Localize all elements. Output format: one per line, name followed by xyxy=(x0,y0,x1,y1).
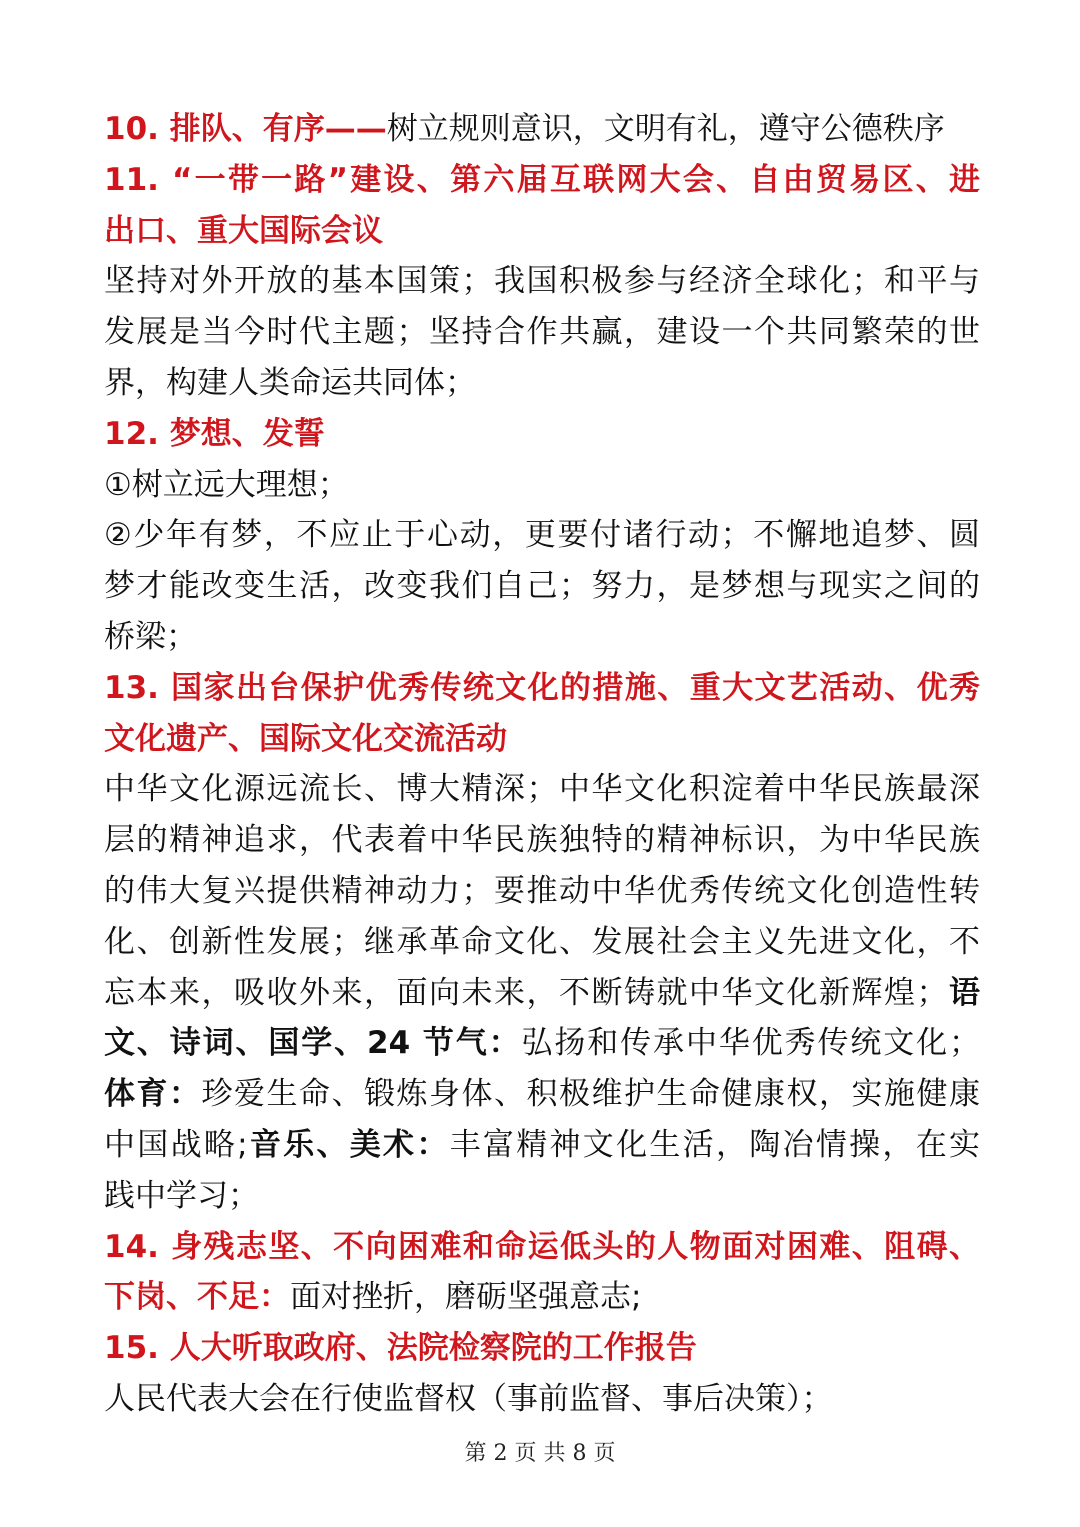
body-12-item1: ①树立远大理想； xyxy=(104,466,349,503)
body-13-line8: 中国战略;音乐、美术：丰富精神文化生活，陶冶情操，在实 xyxy=(104,1126,980,1163)
body-15-line1: 人民代表大会在行使监督权（事前监督、事后决策）； xyxy=(104,1380,833,1417)
body-13-line3: 的伟大复兴提供精神动力；要推动中华优秀传统文化创造性转 xyxy=(104,872,980,909)
body-11-line2: 发展是当今时代主题；坚持合作共赢，建设一个共同繁荣的世 xyxy=(104,314,980,351)
body-11-line1: 坚持对外开放的基本国策；我国积极参与经济全球化；和平与 xyxy=(104,263,980,300)
body-12-item2-line1: ②少年有梦，不应止于心动，更要付诸行动；不懈地追梦、圆 xyxy=(104,517,980,554)
body-13-line5: 忘本来，吸收外来，面向未来，不断铸就中华文化新辉煌；语 xyxy=(104,974,980,1011)
body-11-line3: 界，构建人类命运共同体； xyxy=(104,364,476,401)
document-page xyxy=(104,104,980,1425)
body-13-line7: 体育：珍爱生命、锻炼身体、积极维护生命健康权，实施健康 xyxy=(104,1076,980,1113)
heading-12: 12. 梦想、发誓 xyxy=(104,415,325,452)
body-13-line6: 文、诗词、国学、24 节气：弘扬和传承中华优秀传统文化； xyxy=(104,1025,981,1062)
heading-13-line1: 13. 国家出台保护优秀传统文化的措施、重大文艺活动、优秀 xyxy=(104,669,980,706)
heading-15: 15. 人大听取政府、法院检察院的工作报告 xyxy=(104,1330,697,1367)
body-12-item2-line2: 梦才能改变生活，改变我们自己；努力，是梦想与现实之间的 xyxy=(104,568,980,605)
heading-14-line2: 下岗、不足：面对挫折，磨砺坚强意志; xyxy=(104,1279,642,1316)
heading-11-line1: 11. “一带一路”建设、第六届互联网大会、自由贸易区、进 xyxy=(104,161,980,198)
body-13-line9: 践中学习； xyxy=(104,1177,259,1214)
heading-11-line2: 出口、重大国际会议 xyxy=(104,212,383,249)
body-12-item2-line3: 桥梁； xyxy=(104,618,197,655)
body-13-line4: 化、创新性发展；继承革命文化、发展社会主义先进文化，不 xyxy=(104,923,980,960)
heading-10: 10. 排队、有序——树立规则意识，文明有礼，遵守公德秩序 xyxy=(104,111,945,147)
page-footer: 第 2 页 共 8 页 xyxy=(464,1441,616,1466)
body-13-line2: 层的精神追求，代表着中华民族独特的精神标识，为中华民族 xyxy=(104,822,980,859)
heading-14-line1: 14. 身残志坚、不向困难和命运低头的人物面对困难、阻碍、 xyxy=(104,1228,980,1265)
body-13-line1: 中华文化源远流长、博大精深；中华文化积淀着中华民族最深 xyxy=(104,771,980,808)
heading-13-line2: 文化遗产、国际文化交流活动 xyxy=(104,720,507,757)
